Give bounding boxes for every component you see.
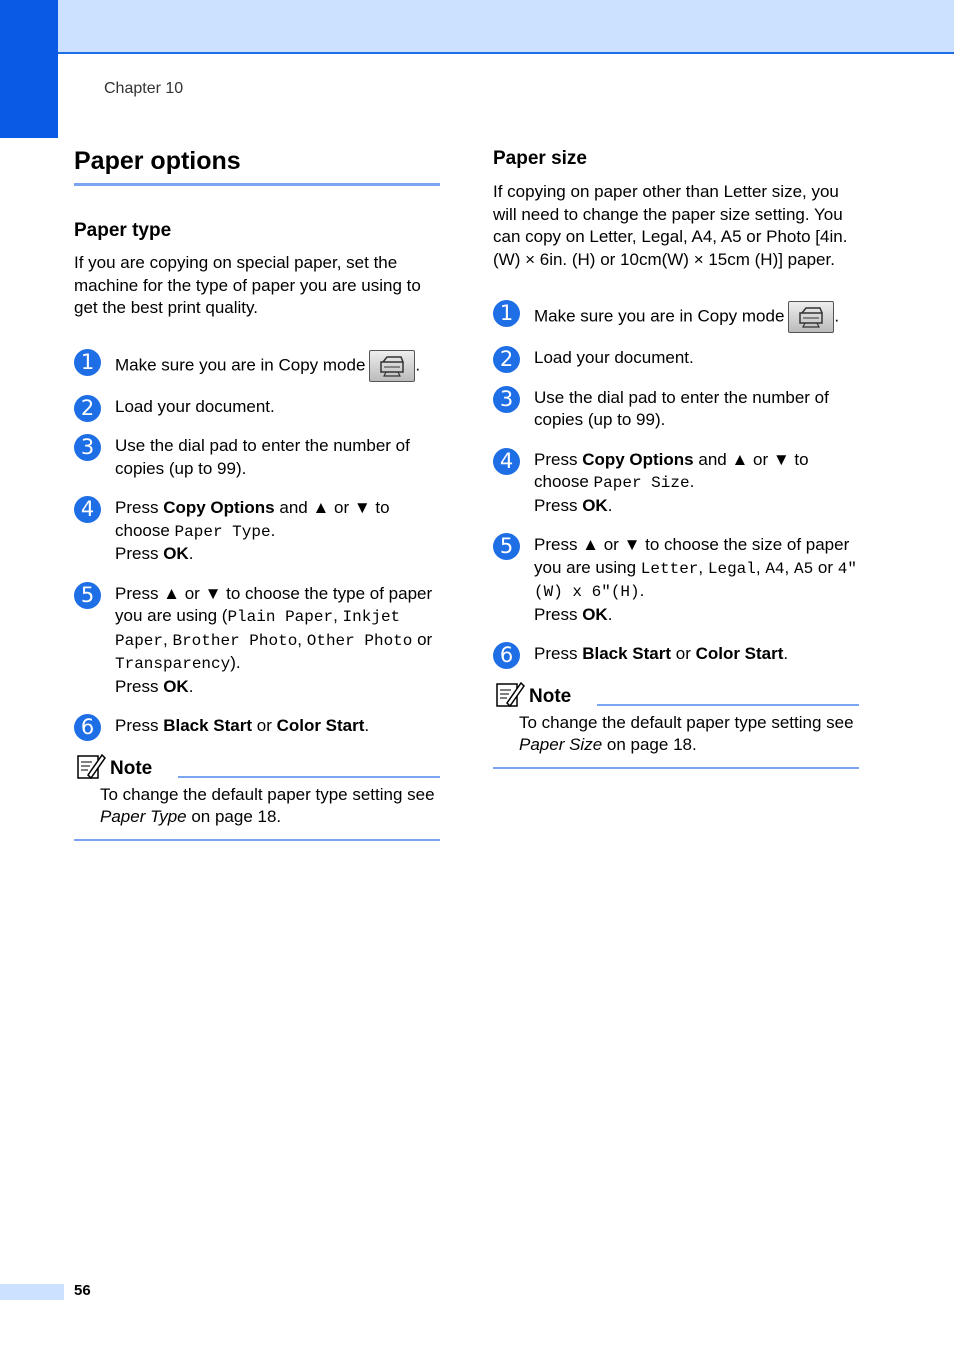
page-number: 56 [74, 1282, 91, 1299]
step-number-4: 4 [493, 448, 520, 475]
note-label: Note [110, 757, 153, 779]
step-4: 4 Press Copy Options and ▲ or ▼ to choose Paper Type. Press OK. [74, 497, 440, 566]
step-number-1: 1 [493, 300, 520, 327]
paper-type-heading: Paper type [74, 220, 172, 241]
step-3: 3 Use the dial pad to enter the number of copies (up to 99). [493, 387, 859, 432]
note-label: Note [529, 685, 572, 707]
note-box [74, 754, 440, 841]
step-5: 5 Press ▲ or ▼ to choose the type of paper you are using (Plain Paper, Inkjet Paper, Brother Photo, Other Photo or Transparency). Press OK. [74, 583, 440, 699]
step-number-5: 5 [74, 582, 101, 609]
step-number-1: 1 [74, 349, 101, 376]
header-band [0, 0, 954, 54]
section-title: Paper options [74, 145, 440, 186]
step-6: 6 Press Black Start or Color Start. [493, 643, 859, 666]
note-text: To change the default paper type setting see Paper Size on page 18. [519, 712, 854, 754]
note-pencil-icon [495, 679, 525, 714]
step-number-6: 6 [74, 714, 101, 741]
step-number-5: 5 [493, 533, 520, 560]
step-number-2: 2 [74, 395, 101, 422]
copy-mode-key-icon [369, 350, 415, 382]
step-number-4: 4 [74, 496, 101, 523]
chapter-tab [0, 0, 58, 138]
note-pencil-icon [76, 751, 106, 786]
paper-size-link[interactable]: Paper Size [519, 735, 603, 754]
step-2: 2 Load your document. [493, 347, 859, 370]
step-5: 5 Press ▲ or ▼ to choose the size of paper you are using Letter, Legal, A4, A5 or 4"(W) x 6"(H). Press OK. [493, 534, 859, 626]
step-number-6: 6 [493, 642, 520, 669]
step-2: 2 Load your document. [74, 396, 440, 419]
paper-size-heading: Paper size [493, 148, 587, 169]
step-number-3: 3 [493, 386, 520, 413]
step-1: 1 Make sure you are in Copy mode . [74, 350, 440, 382]
note-box [493, 682, 859, 769]
left-column [74, 145, 440, 841]
note-text: To change the default paper type setting see Paper Type on page 18. [100, 784, 435, 826]
paper-type-intro: If you are copying on special paper, set the machine for the type of paper you are using to get the best print quality. [74, 253, 421, 317]
step-3: 3 Use the dial pad to enter the number of copies (up to 99). [74, 435, 440, 480]
step-number-3: 3 [74, 434, 101, 461]
step-1: 1 Make sure you are in Copy mode . [493, 301, 859, 333]
page-number-bar [0, 1284, 64, 1300]
step-number-2: 2 [493, 346, 520, 373]
paper-size-intro: If copying on paper other than Letter size, you will need to change the paper size setting. You can copy on Letter, Legal, A4, A5 or Photo [4in. (W) × 6in. (H) or 10cm(W) × 15cm (H)] paper. [493, 182, 848, 269]
copy-mode-key-icon [788, 301, 834, 333]
paper-type-link[interactable]: Paper Type [100, 807, 187, 826]
chapter-label: Chapter 10 [104, 80, 184, 97]
step-6: 6 Press Black Start or Color Start. [74, 715, 440, 738]
right-column [493, 145, 859, 769]
step-4: 4 Press Copy Options and ▲ or ▼ to choose Paper Size. Press OK. [493, 449, 859, 518]
